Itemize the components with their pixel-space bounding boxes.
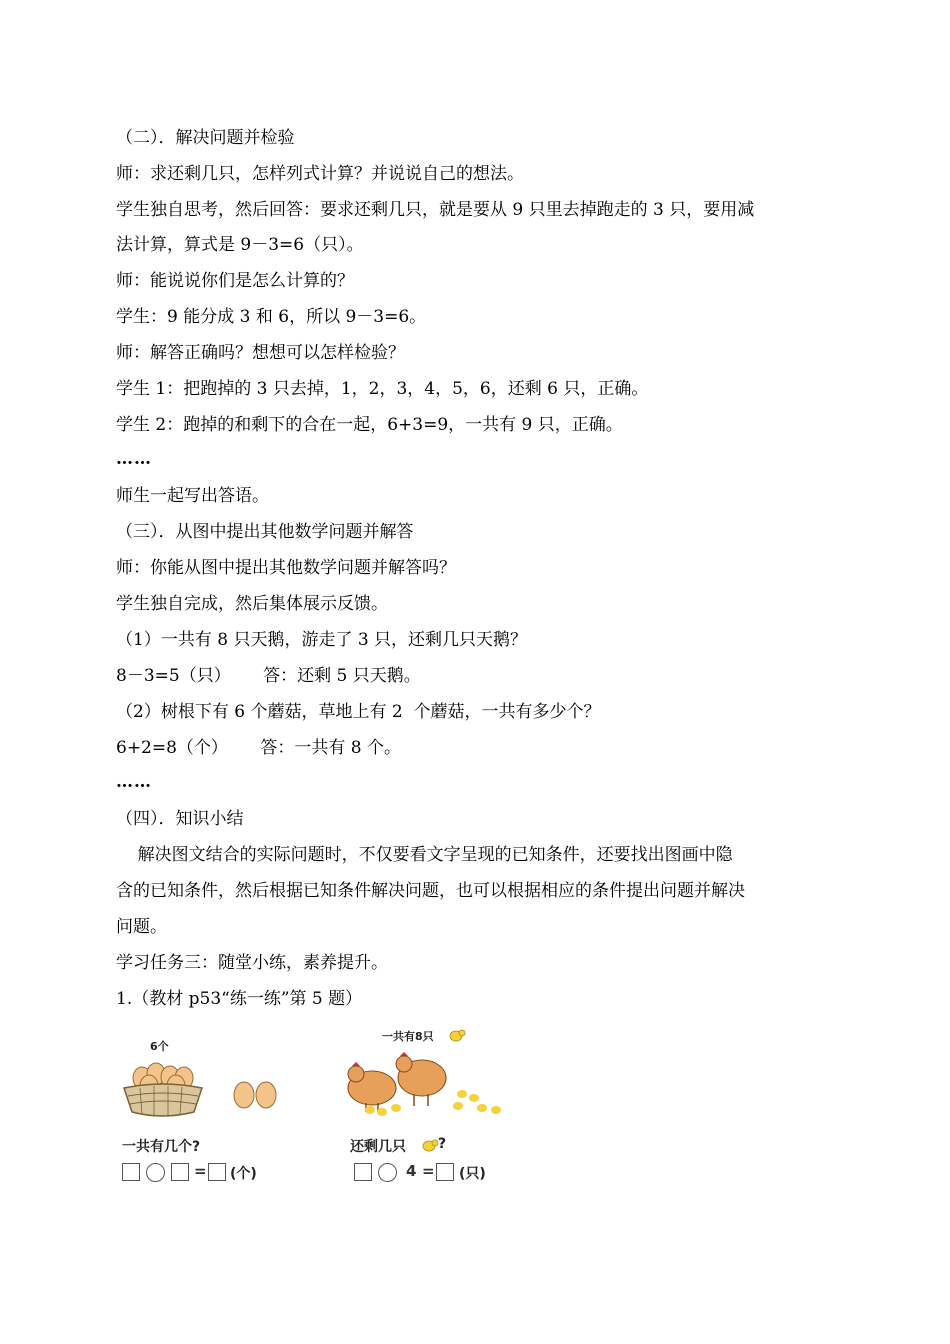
- answer-box: [171, 1163, 189, 1181]
- ellipsis: ……: [116, 449, 152, 469]
- text-line: 6+2=8（个） 答：一共有 8 个。: [116, 738, 401, 758]
- unit-label: (只): [459, 1166, 486, 1182]
- right-header: 一共有8只: [382, 1030, 434, 1043]
- operator-circle: [146, 1163, 165, 1182]
- text-line: 师：你能从图中提出其他数学问题并解答吗？: [116, 558, 456, 578]
- known-number: 4: [406, 1162, 417, 1180]
- left-question: 一共有几个?: [122, 1139, 201, 1155]
- egg-count-label: 6个: [150, 1040, 169, 1053]
- text-line: 师生一起写出答语。: [116, 486, 269, 506]
- equals-sign: =: [422, 1162, 435, 1180]
- answer-box: [354, 1163, 372, 1181]
- text-line: 法计算，算式是 9－3=6（只）。: [116, 235, 364, 255]
- text-line: 师：解答正确吗？想想可以怎样检验？: [116, 343, 405, 363]
- text-line: 学生 1：把跑掉的 3 只去掉，1，2，3，4，5，6，还剩 6 只，正确。: [116, 379, 649, 399]
- section-heading-3: （三）．从图中提出其他数学问题并解答: [116, 522, 414, 542]
- text-line: 学生独自完成，然后集体展示反馈。: [116, 594, 388, 614]
- text-line: （2）树根下有 6 个蘑菇，草地上有 2 个蘑菇，一共有多少个？: [116, 702, 601, 722]
- answer-box: [436, 1163, 454, 1181]
- ellipsis: ……: [116, 772, 152, 792]
- exercise-figure: [116, 1028, 516, 1188]
- equals-sign: =: [194, 1162, 207, 1180]
- operator-circle: [378, 1163, 397, 1182]
- right-question: 还剩几只: [350, 1139, 406, 1155]
- egg-basket-illustration: [116, 1050, 296, 1120]
- hens-and-chicks-illustration: [342, 1048, 522, 1126]
- text-line: 解决图文结合的实际问题时，不仅要看文字呈现的已知条件，还要找出图画中隐: [116, 845, 733, 865]
- unit-label: (个): [230, 1166, 257, 1182]
- chick-icon: [446, 1028, 476, 1042]
- text-line: 学生独自思考，然后回答：要求还剩几只，就是要从 9 只里去掉跑走的 3 只，要用减: [116, 200, 755, 220]
- text-line: （1）一共有 8 只天鹅，游走了 3 只，还剩几只天鹅？: [116, 630, 528, 650]
- section-heading-2: （二）．解决问题并检验: [116, 128, 295, 148]
- text-line: 学习任务三：随堂小练，素养提升。: [116, 953, 388, 973]
- answer-box: [208, 1163, 226, 1181]
- text-line: 8－3=5（只） 答：还剩 5 只天鹅。: [116, 666, 421, 686]
- section-heading-4: （四）．知识小结: [116, 809, 244, 829]
- text-line: 师：求还剩几只，怎样列式计算？并说说自己的想法。: [116, 164, 524, 184]
- question-mark: ?: [438, 1136, 447, 1152]
- text-line: 学生 2：跑掉的和剩下的合在一起，6+3=9，一共有 9 只，正确。: [116, 415, 623, 435]
- text-line: 含的已知条件，然后根据已知条件解决问题，也可以根据相应的条件提出问题并解决: [116, 881, 745, 901]
- text-line: 学生：9 能分成 3 和 6，所以 9－3=6。: [116, 307, 427, 327]
- text-line: 问题。: [116, 917, 167, 937]
- text-line: 师：能说说你们是怎么计算的？: [116, 271, 354, 291]
- answer-box: [122, 1163, 140, 1181]
- text-line: 1.（教材 p53“练一练”第 5 题）: [116, 989, 363, 1009]
